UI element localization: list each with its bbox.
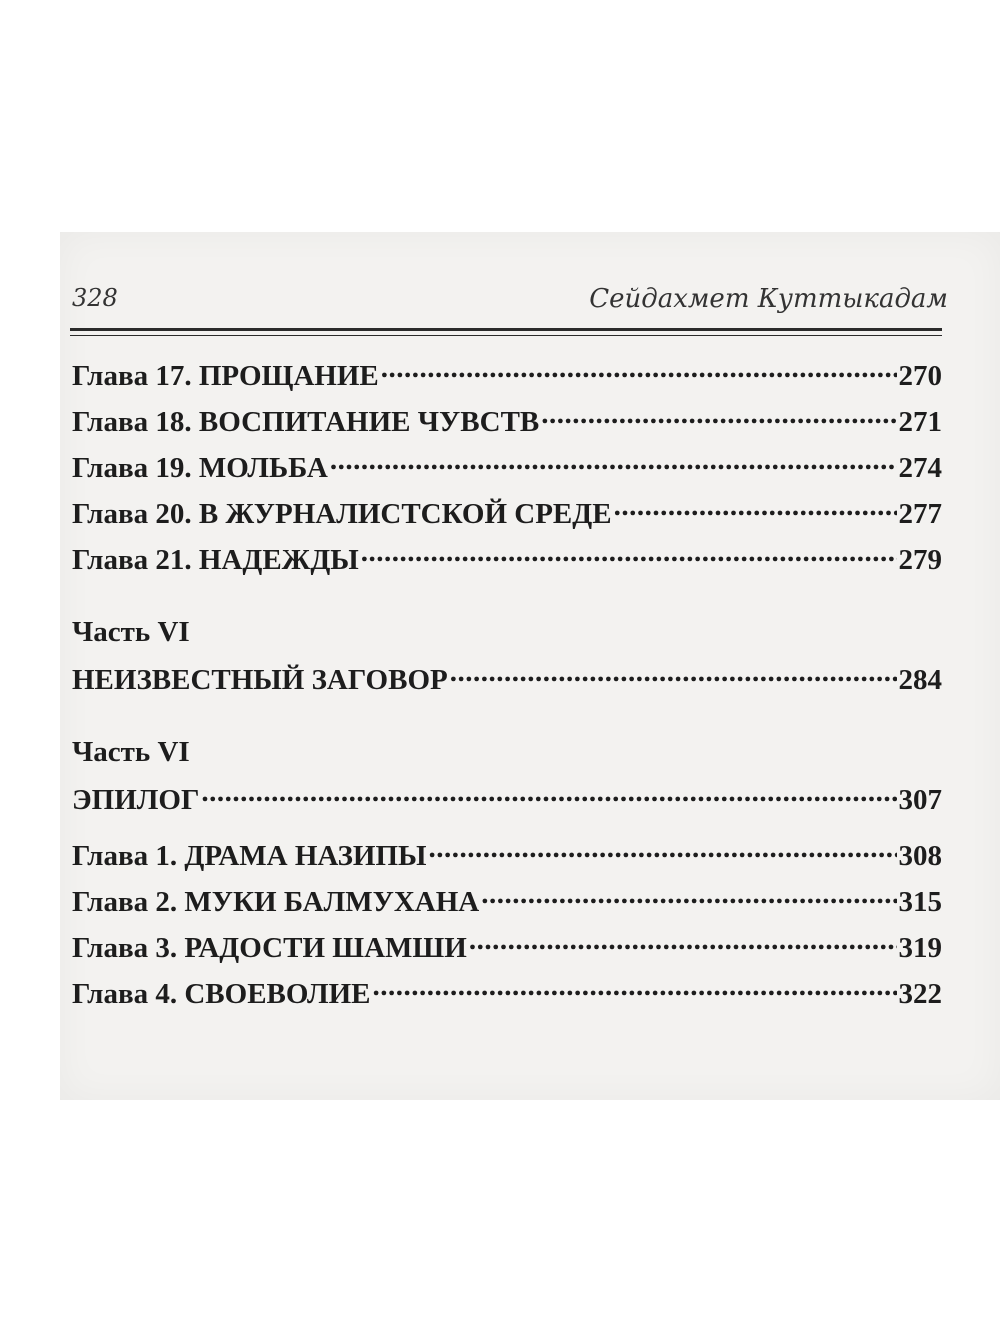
toc-entry-page: 279 — [898, 544, 942, 576]
toc-entry-page: 315 — [898, 886, 942, 918]
page-number: 328 — [72, 284, 118, 312]
toc-entry-page: 277 — [898, 498, 942, 530]
part-title-entry — [72, 660, 942, 697]
part-heading: Часть VI — [72, 616, 190, 648]
toc-entry-page: 271 — [898, 406, 942, 438]
toc-entry — [72, 402, 942, 439]
running-head — [0, 284, 1000, 320]
toc-entry-label: Глава 18. ВОСПИТАНИЕ ЧУВСТВ — [72, 406, 540, 438]
toc-entry-page: 270 — [898, 360, 942, 392]
dot-leader — [381, 356, 897, 385]
toc-entry-label: Глава 20. В ЖУРНАЛИСТСКОЙ СРЕДЕ — [72, 498, 612, 530]
dot-leader — [373, 974, 897, 1003]
toc-entry-label: Глава 17. ПРОЩАНИЕ — [72, 360, 379, 392]
toc-entry-label: Глава 19. МОЛЬБА — [72, 452, 328, 484]
part-title: НЕИЗВЕСТНЫЙ ЗАГОВОР — [72, 664, 448, 696]
toc-entry — [72, 540, 942, 577]
toc-entry-page: 274 — [898, 452, 942, 484]
author-name: Сейдахмет Куттыкадам — [589, 284, 948, 314]
dot-leader — [481, 882, 896, 911]
toc-entry — [72, 974, 942, 1011]
dot-leader — [469, 928, 897, 957]
dot-leader — [330, 448, 897, 477]
toc-entry — [72, 356, 942, 393]
toc-entry-label: Глава 1. ДРАМА НАЗИПЫ — [72, 840, 427, 872]
toc-entry-page: 319 — [898, 932, 942, 964]
dot-leader — [614, 494, 897, 523]
toc-entry-label: Глава 2. МУКИ БАЛМУХАНА — [72, 886, 480, 918]
part-page: 284 — [898, 664, 942, 696]
dot-leader — [361, 540, 897, 569]
toc-entry-label: Глава 3. РАДОСТИ ШАМШИ — [72, 932, 467, 964]
toc-entry-page: 308 — [898, 840, 942, 872]
toc-entry — [72, 928, 942, 965]
header-rule-thick — [70, 328, 942, 331]
dot-leader — [541, 402, 896, 431]
toc-entry-page: 322 — [898, 978, 942, 1010]
dot-leader — [429, 836, 897, 865]
part-title: ЭПИЛОГ — [72, 784, 200, 816]
header-rule-thin — [70, 335, 942, 336]
toc-entry-label: Глава 4. СВОЕВОЛИЕ — [72, 978, 371, 1010]
toc-entry — [72, 836, 942, 873]
dot-leader — [201, 780, 896, 809]
toc-entry — [72, 882, 942, 919]
part-title-entry — [72, 780, 942, 817]
dot-leader — [450, 660, 897, 689]
toc-entry — [72, 448, 942, 485]
part-heading: Часть VI — [72, 736, 190, 768]
part-page: 307 — [898, 784, 942, 816]
toc-entry — [72, 494, 942, 531]
toc-entry-label: Глава 21. НАДЕЖДЫ — [72, 544, 359, 576]
